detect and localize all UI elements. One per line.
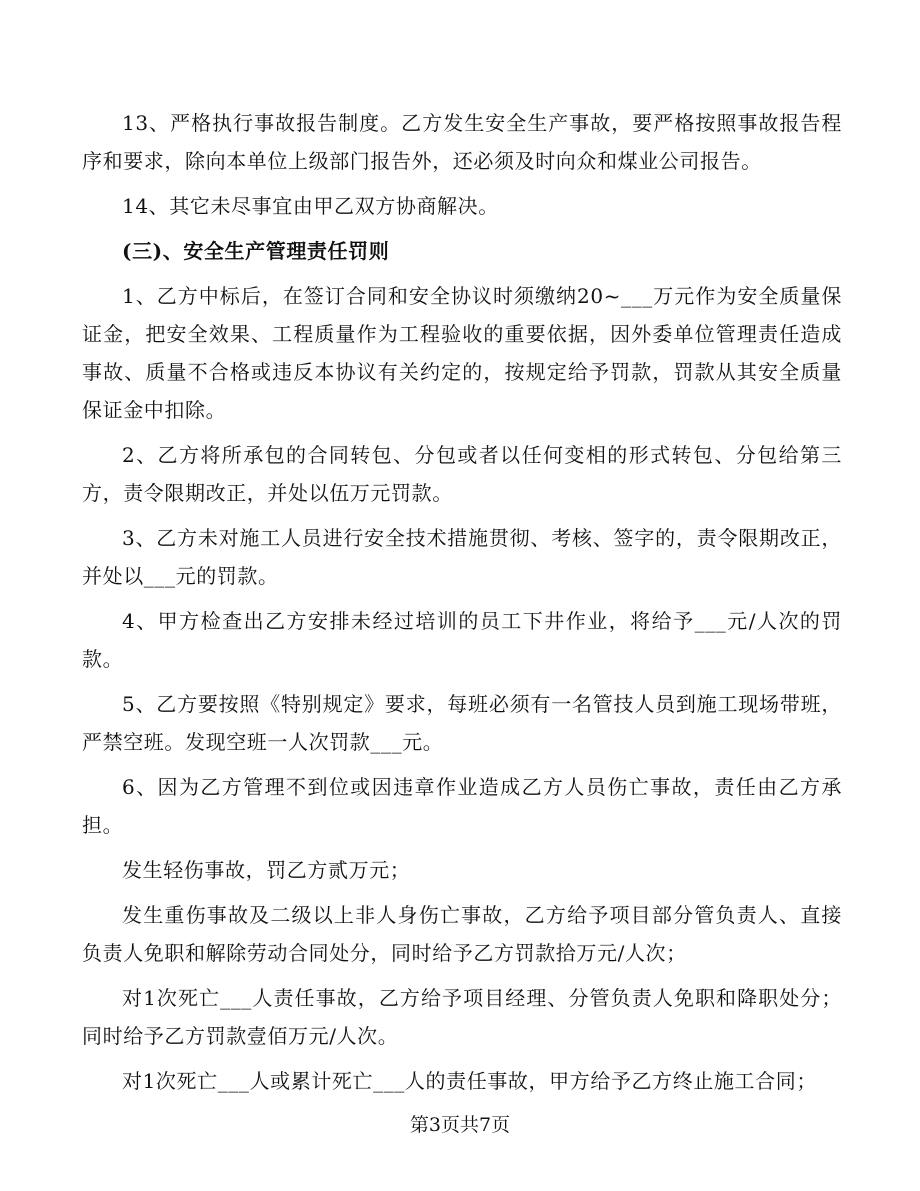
document-body	[82, 104, 842, 1107]
penalty-item-6: 6、因为乙方管理不到位或因违章作业造成乙方人员伤亡事故，责任由乙方承担。	[82, 775, 842, 837]
serious-injury-clause: 发生重伤事故及二级以上非人身伤亡事故，乙方给予项目部分管负责人、直接负责人免职和解除劳动合同处分，同时给予乙方罚款拾万元/人次；	[82, 903, 842, 965]
minor-injury-clause: 发生轻伤事故，罚乙方贰万元；	[122, 858, 411, 882]
penalty-item-3: 3、乙方未对施工人员进行安全技术措施贯彻、考核、签字的，责令限期改正，并处以___元的罚款。	[82, 526, 842, 588]
penalty-item-1: 1、乙方中标后，在签订合同和安全协议时须缴纳20~___万元作为安全质量保证金，把安全效果、工程质量作为工程验收的重要依据，因外委单位管理责任造成事故、质量不合格或违反本协议有关约定的，按规定给予罚款，罚款从其安全质量保证金中扣除。	[82, 284, 842, 422]
paragraph-14: 14、其它未尽事宜由甲乙双方协商解决。	[122, 194, 499, 218]
fatality-clause-1: 对1次死亡___人责任事故，乙方给予项目经理、分管负责人免职和降职处分；同时给予乙方罚款壹佰万元/人次。	[82, 986, 842, 1048]
fatality-clause-2: 对1次死亡___人或累计死亡___人的责任事故，甲方给予乙方终止施工合同；	[122, 1069, 817, 1093]
paragraph-13: 13、严格执行事故报告制度。乙方发生安全生产事故，要严格按照事故报告程序和要求，除向本单位上级部门报告外，还必须及时向众和煤业公司报告。	[82, 111, 842, 173]
page-number: 第3页共7页	[409, 1114, 511, 1136]
section-heading-3: (三)、安全生产管理责任罚则	[122, 239, 390, 263]
penalty-item-5: 5、乙方要按照《特别规定》要求，每班必须有一名管技人员到施工现场带班，严禁空班。发现空班一人次罚款___元。	[82, 692, 842, 754]
penalty-item-2: 2、乙方将所承包的合同转包、分包或者以任何变相的形式转包、分包给第三方，责令限期改正，并处以伍万元罚款。	[82, 443, 842, 505]
penalty-item-4: 4、甲方检查出乙方安排未经过培训的员工下井作业，将给予___元/人次的罚款。	[82, 609, 842, 671]
